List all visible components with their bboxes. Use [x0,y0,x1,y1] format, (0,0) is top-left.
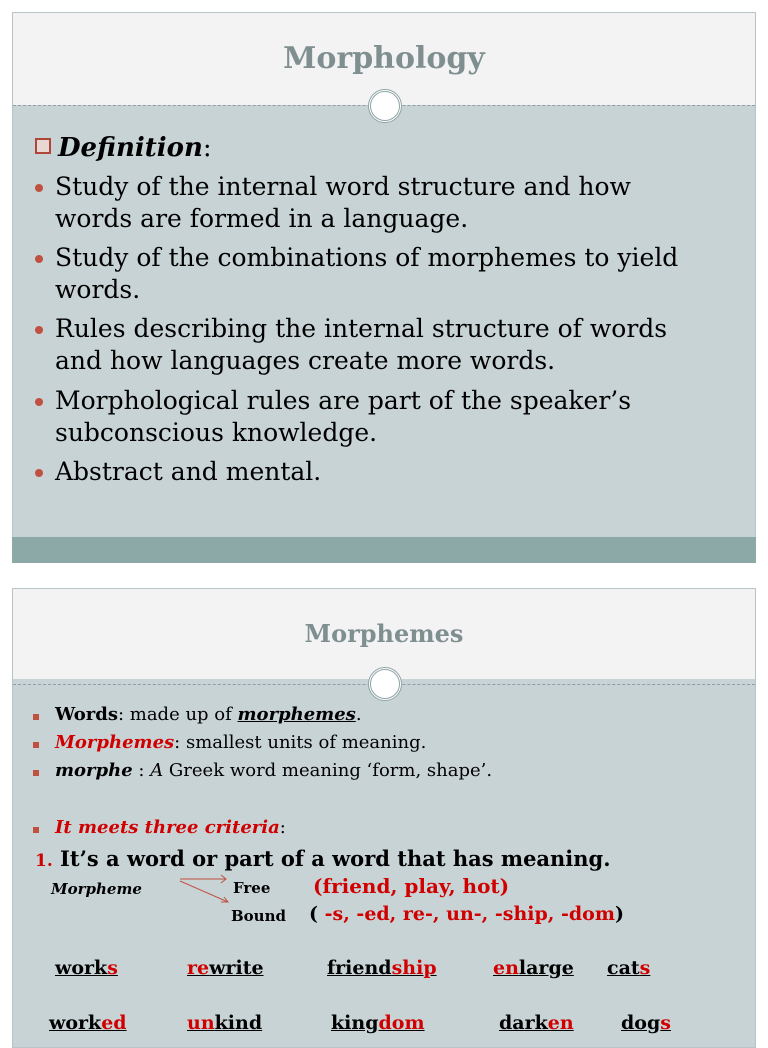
bullet-words [55,704,362,725]
bullet-text: . [355,704,362,725]
bullet-text: A [150,760,164,781]
example-word: cats [607,957,651,979]
branch-arrows-icon [178,872,234,912]
heading-colon: : [202,133,212,163]
criterion-number: 1. [35,851,53,871]
bullet-text: Rules describing the internal structure of words [55,314,668,343]
example-word: kingdom [331,1012,425,1034]
bullet-text: : [279,817,286,838]
bullet-square-icon [33,714,39,720]
bullet-text: Study of the combinations of morphemes to yield [55,243,679,272]
bullet-square-icon [33,827,39,833]
bullet-text: subconscious knowledge. [55,418,378,447]
bullet-item [35,242,735,306]
bullet-text: : [132,760,151,781]
criterion-text: It’s a word or part of a word that has meaning. [52,846,611,871]
ring-ornament-icon [368,667,402,701]
bullet-text: Abstract and mental. [55,457,322,486]
bullet-item [35,456,735,488]
bound-examples [309,903,624,925]
term-morphemes-red: Morphemes [55,732,175,753]
bullet-dot-icon [35,184,43,192]
example-word: dogs [621,1012,671,1034]
bullet-morphemes [55,732,426,753]
example-word: enlarge [493,957,574,979]
bullet-dot-icon [35,469,43,477]
paren: ) [614,903,624,925]
term-morphemes: morphemes [237,704,356,725]
bullet-dot-icon [35,398,43,406]
free-examples [313,874,509,898]
bullet-text: : made up of [117,704,238,725]
morpheme-label: Morpheme [51,880,142,898]
bullet-dot-icon [35,255,43,263]
term-words: Words [55,704,118,725]
example-word: unkind [187,1012,263,1034]
bullet-text: words. [55,275,141,304]
slide-morphology [12,12,756,563]
bound-label: Bound [231,907,286,925]
definition-heading [35,133,212,163]
ring-ornament-icon [368,89,402,123]
definition-label: Definition [58,133,203,163]
bullet-criteria [55,817,286,838]
example-word: darken [499,1012,574,1034]
example-word: works [55,957,118,979]
bullet-text: Greek word meaning ‘form, shape’. [163,760,493,781]
example-word: rewrite [187,957,264,979]
bullet-item [35,171,735,235]
bullet-text: Morphological rules are part of the speaker’s [55,386,632,415]
slide-morphemes [12,588,756,1048]
bullet-text: and how languages create more words. [55,346,556,375]
bullet-morphe [55,760,492,781]
criterion-1 [35,846,611,871]
term-morphe: morphe [55,760,133,781]
free-label: Free [233,879,271,897]
slide-title: Morphology [283,41,485,76]
bullet-item [35,385,735,449]
bullet-square-icon [33,742,39,748]
slide-title: Morphemes [304,619,464,648]
bound-examples-text: -s, -ed, re-, un-, -ship, -dom [318,903,615,925]
bullet-square-icon [33,770,39,776]
bullet-text: Study of the internal word structure and how [55,172,631,201]
example-word: friendship [327,957,437,979]
bullet-text: : smallest units of meaning. [174,732,427,753]
free-examples-text: (friend, play, hot) [313,874,510,898]
bullet-dot-icon [35,326,43,334]
criteria-heading: It meets three criteria [55,817,280,838]
slide-footer-band [12,537,756,563]
bullet-text: words are formed in a language. [55,204,469,233]
square-bullet-icon [35,138,51,154]
example-word: worked [49,1012,127,1034]
paren: ( [309,903,318,925]
bullet-item [35,313,735,377]
